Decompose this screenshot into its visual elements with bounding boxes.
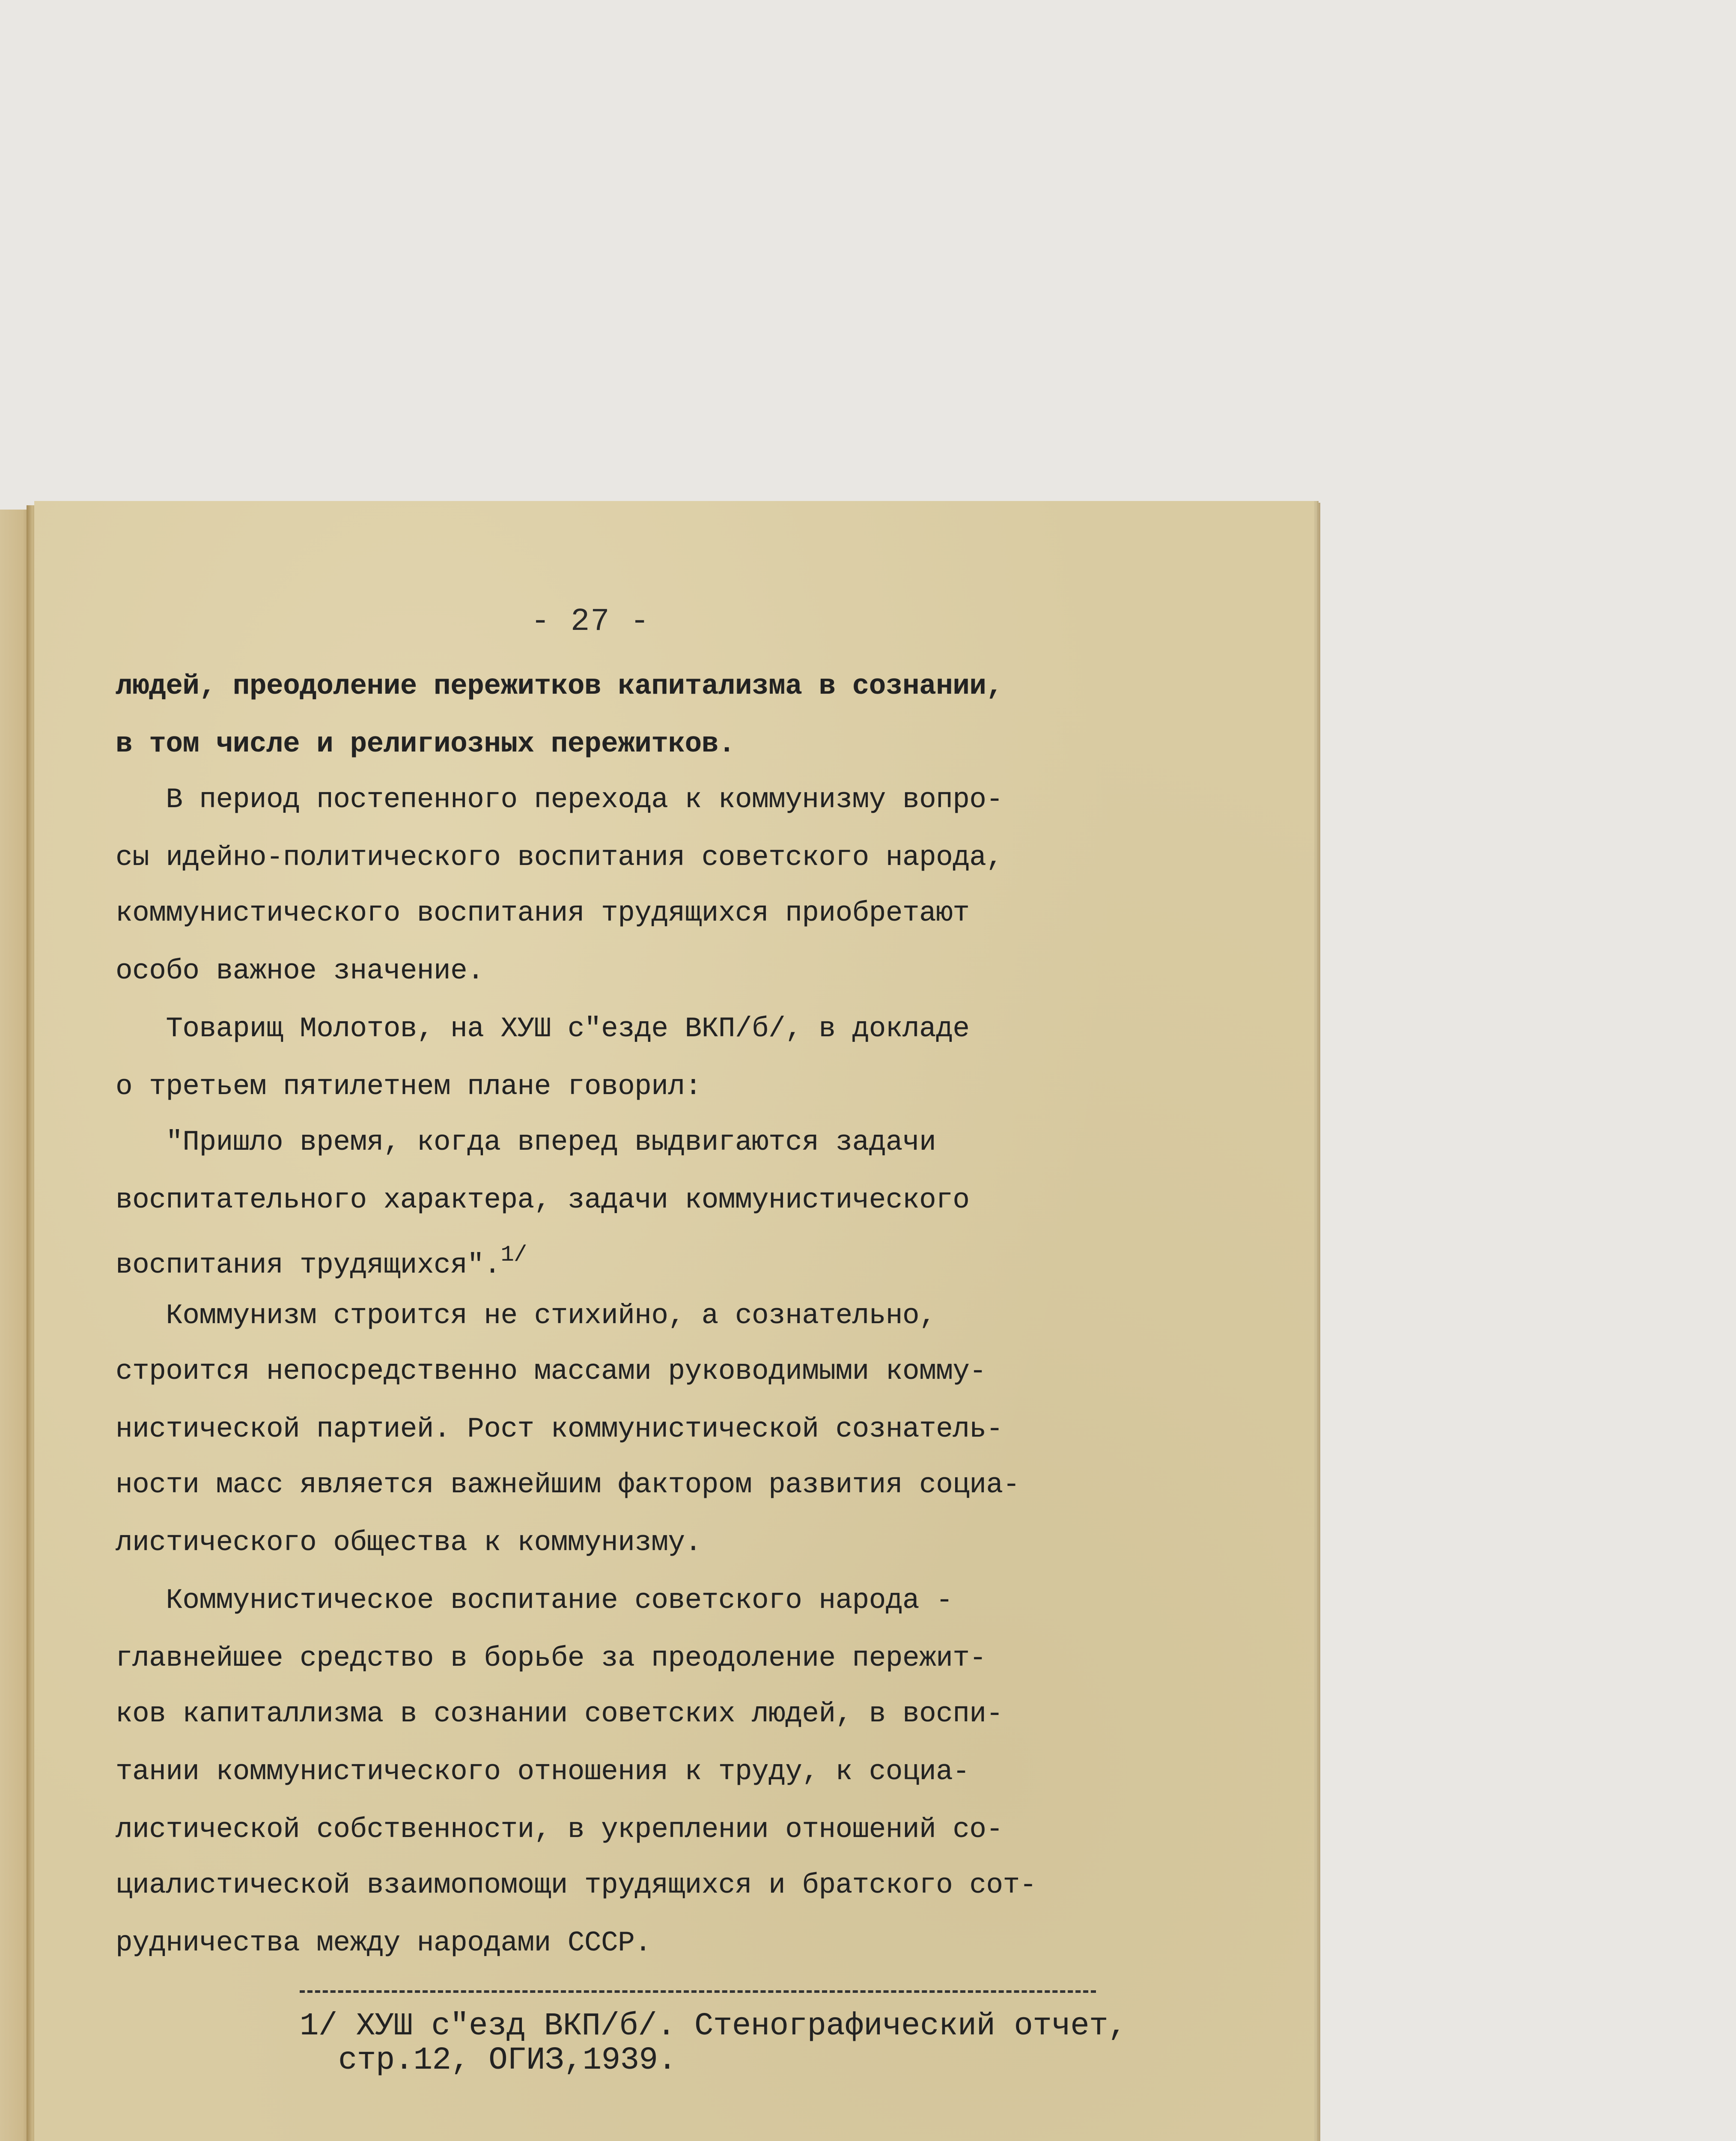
text-line: строится непосредственно массами руководимыми комму- — [116, 1355, 986, 1387]
text-line: нистической партией. Рост коммунистической сознатель- — [116, 1413, 1003, 1445]
text-line: о третьем пятилетнем плане говорил: — [116, 1070, 702, 1103]
text-line: Коммунистическое воспитание советского народа - — [116, 1584, 953, 1616]
text-line: рудничества между народами СССР. — [116, 1927, 652, 1959]
text-line: ков капиталлизма в сознании советских людей, в воспи- — [116, 1698, 1003, 1730]
footnote-line: 1/ ХУШ с"езд ВКП/б/. Стенографический отчет, — [300, 2008, 1127, 2044]
text-line: В период постепенного перехода к коммунизму вопро- — [116, 784, 1003, 816]
page-number: - 27 - — [531, 604, 650, 640]
text-line: Товарищ Молотов, на ХУШ с"езде ВКП/б/, в докладе — [116, 1013, 970, 1045]
text-line: в том числе и религиозных пережитков. — [116, 728, 735, 760]
footnote-reference: 1/ — [500, 1242, 527, 1267]
quote-end: воспитания трудящихся". — [116, 1249, 501, 1281]
text-line: листического общества к коммунизму. — [116, 1527, 702, 1559]
text-line: тании коммунистического отношения к труду, к социа- — [116, 1756, 970, 1788]
text-line: главнейшее средство в борьбе за преодоление пережит- — [116, 1642, 986, 1674]
quote-line: воспитательного характера, задачи коммунистического — [116, 1184, 970, 1216]
text-line: коммунистического воспитания трудящихся приобретают — [116, 897, 970, 929]
text-line: людей, преодоление пережитков капитализма в сознании, — [116, 670, 1003, 702]
text-line: циалистической взаимопомощи трудящихся и братского сот- — [116, 1869, 1036, 1901]
text-line: ности масс является важнейшим фактором развития социа- — [116, 1469, 1020, 1501]
quote-line — [116, 1244, 527, 1279]
footnote-separator — [300, 1990, 1096, 1993]
text-line: особо важное значение. — [116, 955, 484, 987]
quote-line: "Пришло время, когда вперед выдвигаются задачи — [116, 1126, 936, 1158]
text-line: Коммунизм строится не стихийно, а сознательно, — [116, 1300, 936, 1332]
text-line: листической собственности, в укреплении отношений со- — [116, 1813, 1003, 1846]
footnote-line: стр.12, ОГИЗ,1939. — [338, 2043, 677, 2078]
text-line: сы идейно-политического воспитания советского народа, — [116, 841, 1003, 874]
